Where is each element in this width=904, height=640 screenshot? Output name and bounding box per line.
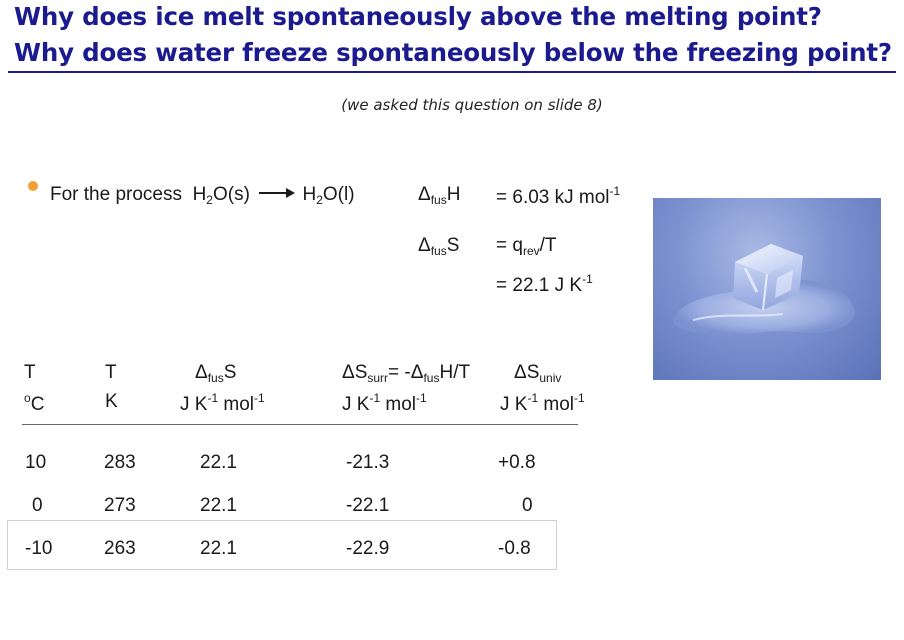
title-underline (8, 71, 896, 73)
fusion-entropy-value: = 22.1 J $K^{-1}$ (496, 272, 593, 296)
slide-note: (we asked this question on slide 8) (341, 96, 603, 114)
cell-universe-entropy: 0 (522, 495, 533, 516)
cell-universe-entropy: +0.8 (498, 452, 536, 473)
cell-surroundings-entropy: -22.1 (346, 495, 390, 516)
col-surroundings-entropy-header: $\Delta S_{surr}= -\Delta_{fus}H/T$ (342, 362, 471, 385)
reactant: $H_2O(s)$ (192, 184, 250, 207)
col-temp-k-header: T (105, 362, 117, 383)
fusion-enthalpy-value: = 6.03 kJ mol$^{-1}$ (496, 184, 621, 208)
col-temp-c-unit: $^o$C (24, 391, 45, 415)
col-fusion-entropy-unit: J $K^{-1}$ mol$^{-1}$ (180, 391, 265, 415)
cell-fusion-entropy: 22.1 (200, 495, 237, 516)
ice-cube-illustration (653, 198, 881, 380)
cell-temp-c: 0 (32, 495, 43, 516)
highlighted-row-frame (7, 520, 557, 570)
fusion-entropy-label: $\Delta_{fus}S$ (418, 235, 460, 258)
slide-title-line-2: Why does water freeze spontaneously below the freezing point? (14, 38, 892, 67)
ice-cube-photo (653, 198, 881, 380)
cell-temp-c: 10 (25, 452, 47, 473)
cell-temp-c: -10 (25, 538, 53, 559)
col-temp-c-header: T (24, 362, 36, 383)
process-lead: For the process (50, 184, 182, 205)
cell-fusion-entropy: 22.1 (200, 538, 237, 559)
col-universe-entropy-header: $\Delta S_{univ}$ (514, 362, 562, 385)
product: $H_2O(l)$ (302, 184, 355, 207)
reaction-arrow-icon (259, 192, 293, 194)
slide-title-line-1: Why does ice melt spontaneously above the melting point? (14, 2, 822, 31)
col-surroundings-entropy-unit: J $K^{-1}$ mol$^{-1}$ (342, 391, 427, 415)
cell-fusion-entropy: 22.1 (200, 452, 237, 473)
col-universe-entropy-unit: J $K^{-1}$ mol$^{-1}$ (500, 391, 585, 415)
cell-surroundings-entropy: -22.9 (346, 538, 390, 559)
fusion-entropy-formula: = $q_{rev}/T$ (496, 235, 557, 258)
cell-temp-k: 273 (104, 495, 136, 516)
cell-temp-k: 263 (104, 538, 136, 559)
bullet-dot (28, 181, 38, 191)
cell-universe-entropy: -0.8 (498, 538, 531, 559)
table-header-rule (22, 424, 578, 425)
cell-temp-k: 283 (104, 452, 136, 473)
fusion-enthalpy-label: $\Delta_{fus}H$ (418, 184, 461, 207)
process-statement (50, 184, 355, 207)
col-fusion-entropy-header: $\Delta_{fus}S$ (195, 362, 237, 385)
cell-surroundings-entropy: -21.3 (346, 452, 390, 473)
col-temp-k-unit: K (105, 391, 118, 412)
